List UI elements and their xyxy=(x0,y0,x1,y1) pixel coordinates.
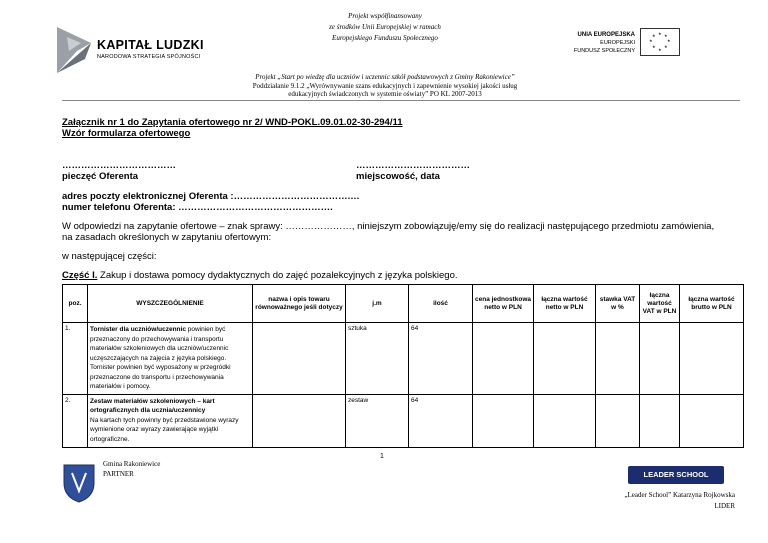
row-description: Tornister dla uczniów/uczennic powinien być przeznaczony do przechowywania i transportu materiałów szkoleniowych dla uczniów/uczennic uczęszczających na zajęcia z języka polskiego. Tornister powinien być wyposażony w przegródki przeznaczone do transportu i przechowywania materiałów i pomocy. xyxy=(88,323,253,395)
svg-text:★: ★ xyxy=(652,44,656,49)
row-qty: 64 xyxy=(409,323,473,395)
row-description: Zestaw materiałów szkoleniowych – kart ortograficznych dla ucznia/uczennicy Na kartach tych powinny być przedstawione wyrazy wymienione oraz wyrazy zawierające wyjątki ortograficzne. xyxy=(88,394,253,447)
part-heading: Część I. Zakup i dostawa pomocy dydaktycznych do zajęć pozalekcyjnych z języka polskiego. xyxy=(62,270,458,281)
place-dots: ……………………………… xyxy=(356,160,470,171)
part-intro: w następującej części: xyxy=(62,251,157,262)
phone-line: numer telefonu Oferenta: …………………………………………. xyxy=(62,202,333,213)
table-row xyxy=(63,323,744,395)
row-number: 2. xyxy=(63,394,88,447)
page-number: 1 xyxy=(380,453,384,460)
svg-text:★: ★ xyxy=(658,31,662,36)
row-gross-total xyxy=(680,323,744,395)
row-number: 1. xyxy=(63,323,88,395)
col-header: j.m xyxy=(346,285,409,323)
row-vat-rate xyxy=(596,394,640,447)
row-vat-total xyxy=(640,323,680,395)
row-unit: sztuka xyxy=(346,323,409,395)
col-header: ilość xyxy=(409,285,473,323)
row-equivalent xyxy=(253,323,346,395)
col-header: łączna wartość VAT w PLN xyxy=(640,285,680,323)
svg-text:★: ★ xyxy=(664,33,668,38)
row-vat-rate xyxy=(596,323,640,395)
kapital-ludzki-title: KAPITAŁ LUDZKI xyxy=(97,38,204,52)
doc-title: Załącznik nr 1 do Zapytania ofertowego nr 2/ WND-POKL.09.01.02-30-294/11 xyxy=(62,117,403,128)
row-unit: zestaw xyxy=(346,394,409,447)
col-header: stawka VAT w % xyxy=(596,285,640,323)
gmina-coat-of-arms-icon xyxy=(62,463,96,503)
col-header: nazwa i opis towaru równoważnego jeśli dotyczy xyxy=(253,285,346,323)
eu-label: UNIA EUROPEJSKA EUROPEJSKI FUNDUSZ SPOŁECZNY xyxy=(573,32,635,54)
svg-text:★: ★ xyxy=(652,33,656,38)
row-unit-price xyxy=(473,323,534,395)
row-net-total xyxy=(534,323,596,395)
offer-table xyxy=(62,284,744,448)
leader-school-logo: LEADER SCHOOL xyxy=(628,466,724,484)
row-net-total xyxy=(534,394,596,447)
stamp-label: pieczęć Oferenta xyxy=(62,171,139,182)
col-header: łączna wartość netto w PLN xyxy=(534,285,596,323)
col-header: poz. xyxy=(63,285,88,323)
project-info: Projekt „Start po wiedzę dla uczniów i uczennic szkół podstawowych z Gminy Rakoniewice” Poddziałanie 9.1.2 „Wyrównywanie szans edukacyjnych i zapewnienie wysokiej jakości usług edukacyjnych świadczonych w systemie oświaty” PO KL 2007-2013 xyxy=(252,73,518,98)
stamp-dots: ……………………………… xyxy=(62,160,176,171)
partner-gmina: Gmina Rakoniewice PARTNER xyxy=(103,460,161,478)
col-header: cena jednostkowa netto w PLN xyxy=(473,285,534,323)
header-divider xyxy=(62,100,740,101)
row-vat-total xyxy=(640,394,680,447)
intro-paragraph-line2: na zasadach określonych w zapytaniu ofertowym: xyxy=(62,232,272,243)
eu-flag-icon xyxy=(640,28,680,56)
place-date-label: miejscowość, data xyxy=(356,171,440,182)
doc-subtitle: Wzór formularza ofertowego xyxy=(62,128,191,139)
row-equivalent xyxy=(253,394,346,447)
email-line: adres poczty elektronicznej Oferenta :……………………………….… xyxy=(62,191,360,202)
row-unit-price xyxy=(473,394,534,447)
svg-text:★: ★ xyxy=(649,38,653,43)
row-gross-total xyxy=(680,394,744,447)
cofinance-note: Projekt współfinansowany ze środków Unii Europejskiej w ramach Europejskiego Funduszu Społecznego xyxy=(329,12,441,42)
kapital-ludzki-subtitle: NARODOWA STRATEGIA SPÓJNOŚCI xyxy=(97,54,201,60)
row-qty: 64 xyxy=(409,394,473,447)
leader-caption: „Leader School” Katarzyna Rojkowska LIDER xyxy=(624,491,735,510)
intro-paragraph-line1: W odpowiedzi na zapytanie ofertowe – znak sprawy: …………………, niniejszym zobowiązuję/emy się do realizacji następującego przedmiotu zamówienia, xyxy=(62,221,715,232)
col-header: WYSZCZEGÓLNIENIE xyxy=(88,285,253,323)
table-header-row xyxy=(63,285,744,323)
table-row xyxy=(63,394,744,447)
col-header: łączna wartość brutto w PLN xyxy=(680,285,744,323)
svg-text:★: ★ xyxy=(664,44,668,49)
svg-text:★: ★ xyxy=(667,38,671,43)
svg-text:★: ★ xyxy=(658,47,662,52)
